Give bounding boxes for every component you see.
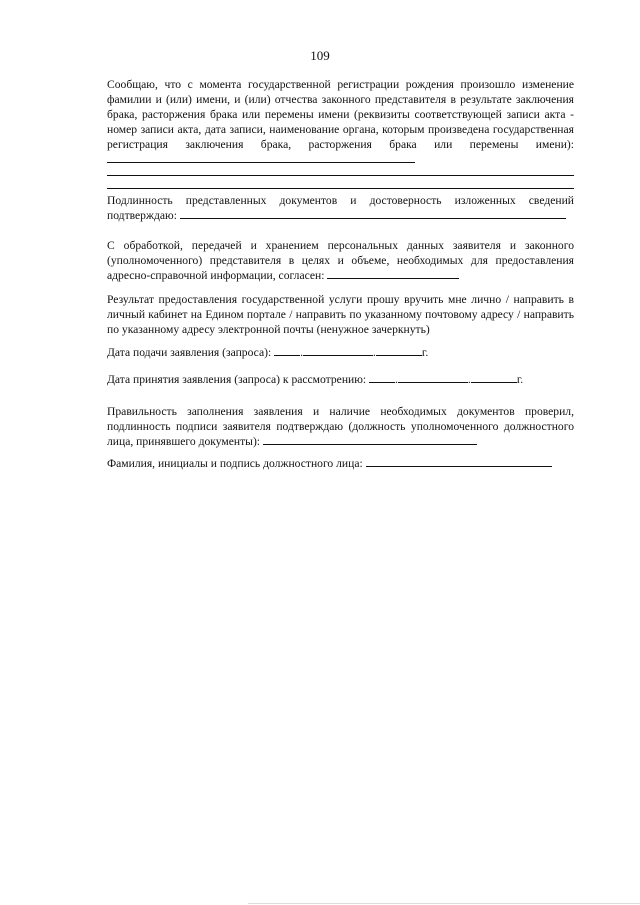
name-change-extra-line-2[interactable]	[107, 188, 574, 189]
name-change-extra-line-1[interactable]	[107, 175, 574, 176]
acceptance-date-dot-2: .	[467, 373, 471, 386]
submission-day-field[interactable]	[274, 345, 300, 356]
submission-date-year-suffix: г.	[421, 346, 429, 359]
result-delivery-text: Результат предоставления государственной услуги прошу вручить мне лично / направить в личный кабинет на Едином портале / направить по указанному почтовому адресу / направить по указанному адресу электронной почты (ненужное зачеркнуть)	[107, 293, 574, 336]
authenticity-signature-field[interactable]	[180, 208, 566, 219]
acceptance-date-line	[107, 372, 574, 387]
acceptance-date-year-suffix: г.	[516, 373, 524, 386]
personal-data-consent-field[interactable]	[327, 268, 459, 279]
name-change-paragraph	[107, 77, 574, 167]
acceptance-day-field[interactable]	[369, 372, 395, 383]
submission-date-line	[107, 345, 574, 360]
acceptance-date-dot-1: .	[395, 373, 398, 386]
personal-data-text: С обработкой, передачей и хранением персональных данных заявителя и законного (уполномоченного) представителя в целях и объеме, необходимых для предоставления адресно-справочной информации, согласен:	[107, 239, 574, 282]
authenticity-paragraph	[107, 193, 574, 223]
name-change-text: Сообщаю, что с момента государственной регистрации рождения произошло изменение фамилии и (или) имени, и (или) отчества законного представителя в результате заключения брака, расторжения брака или перемены имени (реквизиты соответствующей записи акта - номер записи акта, дата записи, наименование органа, которым произведена государственная регистрация заключения брака, расторжения брака или перемены имени):	[107, 78, 574, 151]
acceptance-month-field[interactable]	[398, 372, 468, 383]
official-signature-label: Фамилия, инициалы и подпись должностного лица:	[107, 457, 363, 470]
verification-official-position-field[interactable]	[263, 434, 477, 445]
acceptance-year-field[interactable]	[471, 372, 517, 383]
submission-date-dot-2: .	[373, 346, 376, 359]
submission-year-field[interactable]	[376, 345, 422, 356]
personal-data-paragraph	[107, 238, 574, 283]
verification-paragraph	[107, 404, 574, 449]
official-signature-field[interactable]	[366, 456, 552, 467]
submission-month-field[interactable]	[303, 345, 373, 356]
result-delivery-paragraph	[107, 292, 574, 337]
verification-text: Правильность заполнения заявления и наличие необходимых документов проверил, подлинность подписи заявителя подтверждаю (должность уполномоченного должностного лица, принявшего документы):	[107, 405, 574, 448]
page-number: 109	[310, 48, 330, 63]
official-signature-line	[107, 456, 574, 471]
submission-date-label: Дата подачи заявления (запроса):	[107, 346, 272, 359]
page-edge-divider	[248, 903, 640, 904]
acceptance-date-label: Дата принятия заявления (запроса) к рассмотрению:	[107, 373, 367, 386]
submission-date-dot-1: .	[300, 346, 303, 359]
authenticity-text: Подлинность представленных документов и достоверность изложенных сведений подтверждаю:	[107, 194, 574, 222]
name-change-field[interactable]	[107, 152, 415, 163]
